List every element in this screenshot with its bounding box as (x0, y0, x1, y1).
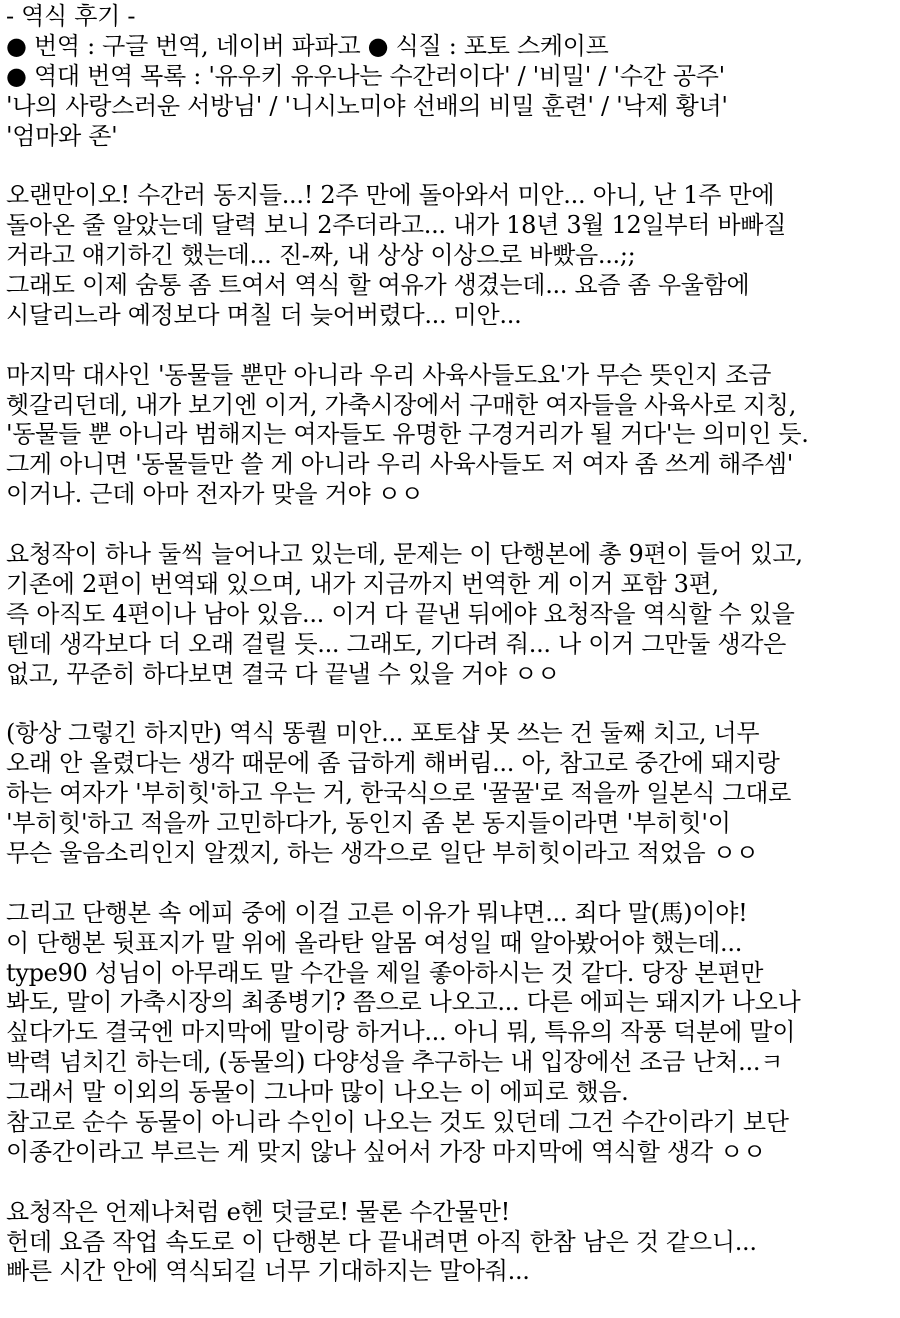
paragraph-episode-choice (6, 899, 898, 1168)
afterword-document (6, 2, 898, 1287)
paragraph-requests (6, 540, 898, 689)
text-line: 이거나. 근데 아마 전자가 맞을 거야 ㅇㅇ (6, 480, 424, 509)
paragraph-gap (6, 151, 898, 181)
text-line: 돌아온 줄 알았는데 달력 보니 2주더라고... 내가 18년 3월 12일부터 바빠질 (6, 211, 787, 240)
paragraph-gap (6, 510, 898, 540)
paragraph-closing (6, 1198, 898, 1288)
paragraph-gap (6, 869, 898, 899)
text-line: 참고로 순수 동물이 아니라 수인이 나오는 것도 있던데 그건 수간이라기 보단 (6, 1107, 789, 1136)
paragraph-apology (6, 181, 898, 330)
text-line: 마지막 대사인 '동물들 뿐만 아니라 우리 사육사들도요'가 무슨 뜻인지 조금 (6, 360, 772, 389)
text-line: 이종간이라고 부르는 게 맞지 않나 싶어서 가장 마지막에 역식할 생각 ㅇㅇ (6, 1137, 766, 1166)
text-line: type90 성님이 아무래도 말 수간을 제일 좋아하시는 것 같다. 당장 본편만 (6, 958, 764, 987)
text-line: 그게 아니면 '동물들만 쓸 게 아니라 우리 사육사들도 저 여자 좀 쓰게 해주셈' (6, 450, 794, 479)
text-line: 빠른 시간 안에 역식되길 너무 기대하지는 말아줘... (6, 1257, 530, 1286)
text-line: 요청작이 하나 둘씩 늘어나고 있는데, 문제는 이 단행본에 총 9편이 들어 있고, (6, 540, 803, 569)
text-line: 오래 안 올렸다는 생각 때문에 좀 급하게 해버림... 아, 참고로 중간에 돼지랑 (6, 749, 780, 778)
text-line: 요청작은 언제나처럼 e헨 덧글로! 물론 수간물만! (6, 1197, 511, 1226)
text-line: 하는 여자가 '부히힛'하고 우는 거, 한국식으로 '꿀꿀'로 적을까 일본식 그대로 (6, 779, 791, 808)
paragraph-gap (6, 331, 898, 361)
text-line: 즉 아직도 4편이나 남아 있음... 이거 다 끝낸 뒤에야 요청작을 역식할 수 있을 (6, 599, 795, 628)
text-line: 헷갈리던데, 내가 보기엔 이거, 가축시장에서 구매한 여자들을 사육사로 지칭, (6, 390, 797, 419)
afterword-header (6, 2, 898, 151)
paragraph-last-line-note (6, 361, 898, 510)
paragraph-gap (6, 689, 898, 719)
text-line: 이 단행본 뒷표지가 말 위에 올라탄 알몸 여성일 때 알아봤어야 했는데... (6, 928, 743, 957)
afterword-title: - 역식 후기 - (6, 2, 136, 30)
text-line: 싶다가도 결국엔 마지막에 말이랑 하거나... 아니 뭐, 특유의 작풍 덕분에 말이 (6, 1018, 796, 1047)
text-line: 무슨 울음소리인지 알겠지, 하는 생각으로 일단 부히힛이라고 적었음 ㅇㅇ (6, 838, 759, 867)
paragraph-quality-note (6, 719, 898, 868)
text-line: (항상 그렇긴 하지만) 역식 똥퀄 미안... 포토샵 못 쓰는 건 둘째 치고, 너무 (6, 719, 760, 748)
text-line: 헌데 요즘 작업 속도로 이 단행본 다 끝내려면 아직 한참 남은 것 같으니... (6, 1227, 757, 1256)
translation-list-line: ● 역대 번역 목록 : '유우키 유우나는 수간러이다' / '비밀' / '수간 공주' (6, 61, 725, 90)
text-line: 텐데 생각보다 더 오래 걸릴 듯... 그래도, 기다려 줘... 나 이거 그만둘 생각은 (6, 629, 786, 658)
text-line: 거라고 얘기하긴 했는데... 진-짜, 내 상상 이상으로 바빴음...;; (6, 241, 636, 270)
text-line: 오랜만이오! 수간러 동지들...! 2주 만에 돌아와서 미안... 아니, 난 1주 만에 (6, 181, 775, 210)
text-line: 시달리느라 예정보다 며칠 더 늦어버렸다... 미안... (6, 300, 522, 329)
paragraph-gap (6, 1168, 898, 1198)
text-line: '부히힛'하고 적을까 고민하다가, 동인지 좀 본 동지들이라면 '부히힛'이 (6, 809, 731, 838)
translation-list-line: '나의 사랑스러운 서방님' / '니시노미야 선배의 비밀 훈련' / '낙제 황녀' (6, 91, 728, 120)
text-line: '동물들 뿐 아니라 범해지는 여자들도 유명한 구경거리가 될 거다'는 의미인 듯. (6, 420, 809, 449)
text-line: 봐도, 말이 가축시장의 최종병기? 쯤으로 나오고... 다른 에피는 돼지가 나오나 (6, 988, 801, 1017)
text-line: 그래서 말 이외의 동물이 그나마 많이 나오는 이 에피로 했음. (6, 1078, 629, 1107)
text-line: 없고, 꾸준히 하다보면 결국 다 끝낼 수 있을 거야 ㅇㅇ (6, 659, 560, 688)
translation-tools-line: ● 번역 : 구글 번역, 네이버 파파고 ● 식질 : 포토 스케이프 (6, 31, 609, 60)
text-line: 그래도 이제 숨통 좀 트여서 역식 할 여유가 생겼는데... 요즘 좀 우울함에 (6, 271, 750, 300)
text-line: 그리고 단행본 속 에피 중에 이걸 고른 이유가 뭐냐면... 죄다 말(馬)이야! (6, 898, 748, 927)
text-line: 기존에 2편이 번역돼 있으며, 내가 지금까지 번역한 게 이거 포함 3편, (6, 569, 719, 598)
text-line: 박력 넘치긴 하는데, (동물의) 다양성을 추구하는 내 입장에선 조금 난처...ㅋ (6, 1048, 784, 1077)
translation-list-line: '엄마와 존' (6, 121, 118, 150)
